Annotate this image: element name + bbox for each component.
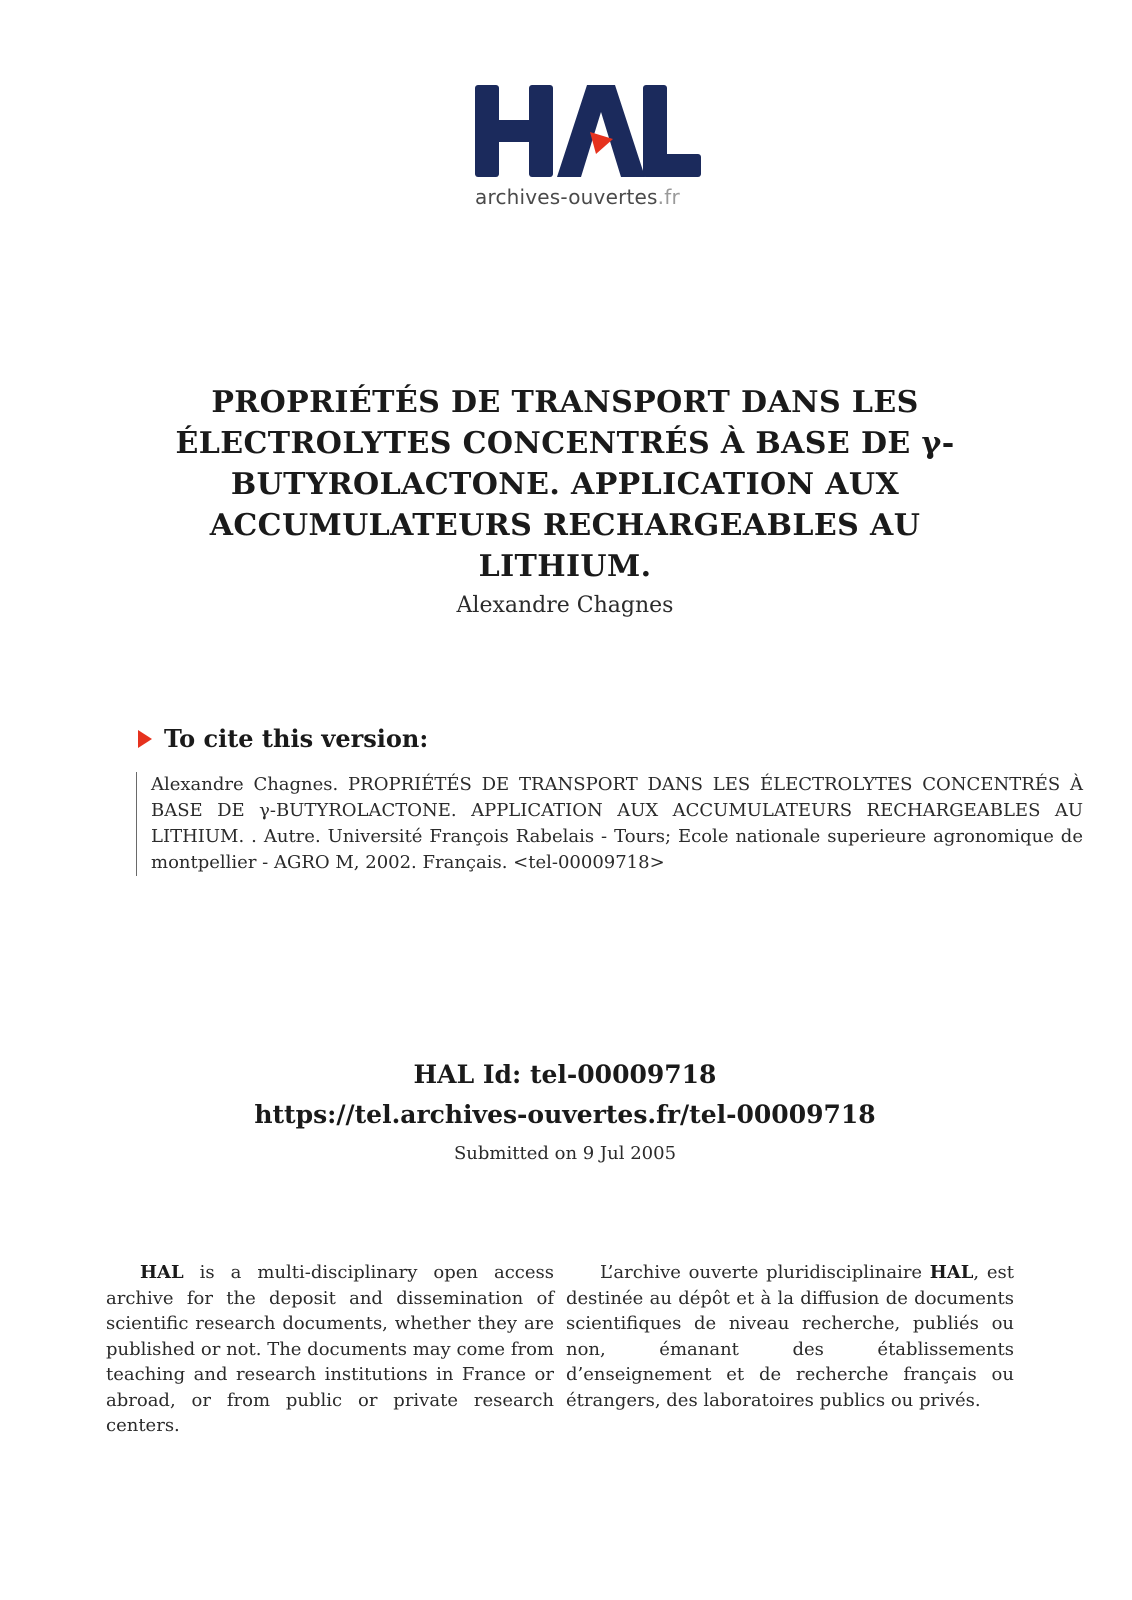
logo-caption-tld: .fr	[657, 185, 680, 209]
cite-heading-label: To cite this version:	[164, 724, 429, 753]
footer-french-pre: L’archive ouverte pluridisciplinaire	[600, 1262, 930, 1283]
triangle-bullet-icon	[138, 730, 152, 748]
footer-french-lead: HAL	[929, 1262, 974, 1283]
logo-caption-main: archives-ouvertes	[475, 185, 658, 209]
submitted-date: Submitted on 9 Jul 2005	[453, 1143, 677, 1164]
cite-heading	[138, 724, 428, 753]
footer-english-lead: HAL	[140, 1262, 184, 1283]
document-title: PROPRIÉTÉS DE TRANSPORT DANS LES ÉLECTROLYTES CONCENTRÉS À BASE DE γ-BUTYROLACTONE. APPLICATION AUX ACCUMULATEURS RECHARGEABLES AU LITHIUM.	[175, 385, 955, 584]
footer-english	[106, 1260, 554, 1439]
citation-text: Alexandre Chagnes. PROPRIÉTÉS DE TRANSPORT DANS LES ÉLECTROLYTES CONCENTRÉS À BASE DE γ-BUTYROLACTONE. APPLICATION AUX ACCUMULATEURS RECHARGEABLES AU LITHIUM. . Autre. Université François Rabelais - Tours; Ecole nationale superieure agronomique de montpellier - AGRO M, 2002. Français. <tel-00009718>	[136, 772, 1083, 876]
footer-french	[566, 1260, 1014, 1413]
footer-english-body: is a multi-disciplinary open access archive for the deposit and dissemination of scientific research documents, whether they are published or not. The documents may come from teaching and research institutions in France or abroad, or from public or private research centers.	[106, 1262, 554, 1436]
logo-caption	[475, 185, 715, 209]
hal-url-link[interactable]: https://tel.archives-ouvertes.fr/tel-00009718	[254, 1100, 876, 1129]
document-author: Alexandre Chagnes	[456, 593, 674, 618]
hal-logo	[475, 82, 715, 217]
hal-id: HAL Id: tel-00009718	[413, 1060, 717, 1089]
footer-french-body: , est destinée au dépôt et à la diffusion de documents scientifiques de niveau recherche, publiés ou non, émanant des établissements d’enseignement et de recherche français ou étrangers, des laboratoires publics ou privés.	[566, 1262, 1014, 1411]
hal-wordmark-icon	[475, 82, 715, 182]
